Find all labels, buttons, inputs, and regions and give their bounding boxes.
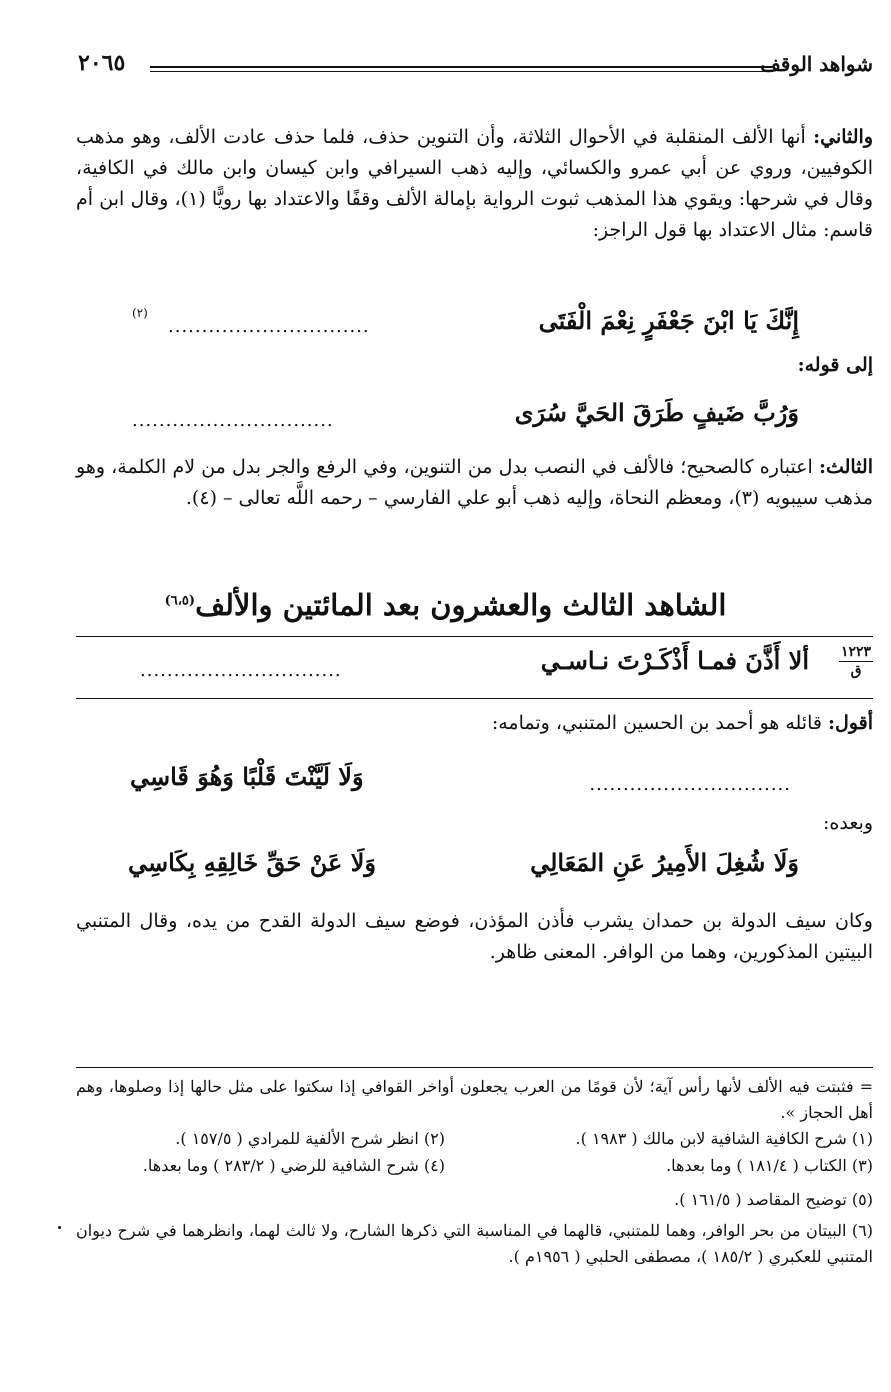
footnote-5: (٥) توضيح المقاصد ( ١٦١/٥ ). [674,1190,873,1209]
witness-rule [76,698,873,699]
commentary-text: قائله هو أحمد بن الحسين المتنبي، وتمامه: [491,712,828,734]
verse-ellipsis: .............................. [140,660,342,681]
paragraph-text: أنها الألف المنقلبة في الأحوال الثلاثة، وأن التنوين حذف، فلما حذف عادت الألف، وهو مذهب الكوفيين، وروي عن أبي عمرو والكسائي، وإليه ذهب السيرافي وابن كيسان وابن مالك في الكافية، وقال في شرحها: ويقوي هذا المذهب ثبوت الرواية بإمالة الألف وقفًا والاعتداد بها رويًّا (١)، وقال ابن أم قاسم: مثال الاعتداد بها قول الراجز: [76,126,873,241]
verse-line-d: وَلَا لَيَّنْتَ قَلْبًا وَهُوَ قَاسِي [130,762,364,791]
header-rule [150,66,773,72]
verse-ellipsis: .............................. [168,316,370,337]
witness-number-main: ١٢٢٣ [840,644,872,660]
footnote-2: (٢) انظر شرح الألفية للمرادي ( ١٥٧/٥ ). [175,1129,445,1148]
verse-line-a: إِنَّكَ يَا ابْنَ جَعْفَرٍ نِعْمَ الْفَتَى [538,306,799,335]
paragraph-label: والثاني: [813,126,873,148]
footnote-marker: (٢) [132,306,148,320]
verse-ellipsis: .............................. [132,410,334,431]
paragraph-second-view [76,122,873,246]
section-heading-text: الشاهد الثالث والعشرون بعد المائتين والألف [195,588,727,622]
transition-text: وبعده: [823,812,873,834]
commentary-line [492,712,873,734]
transition-text: إلى قوله: [797,354,873,376]
scan-speck [58,1226,61,1229]
witness-number [839,644,873,679]
paragraph-text: اعتباره كالصحيح؛ فالألف في النصب بدل من التنوين، وفي الرفع والجر بدل من لام الكلمة، وهو مذهب سيبويه (٣)، ومعظم النحاة، وإليه ذهب أبو علي الفارسي – رحمه اللَّه تعالى – (٤). [76,456,873,509]
commentary-label: أقول: [828,712,873,734]
paragraph-context: وكان سيف الدولة بن حمدان يشرب فأذن المؤذن، فوضع سيف الدولة القدح من يده، وقال المتنبي البيتين المذكورين، وهما من الوافر. المعنى ظاهر. [76,910,873,963]
witness-number-sub: ق [850,663,862,679]
section-heading [0,588,891,622]
footnote-6: (٦) البيتان من بحر الوافر، وهما للمتنبي، قالهما في المناسبة التي ذكرها الشارح، ولا ثالث لهما، وانظرهما في شرح ديوان المتنبي للعكبري ( ١٨٥/٢ )، مصطفى الحلبي ( ١٩٥٦م ). [76,1221,873,1266]
running-header-title: شواهد الوقف [760,52,873,76]
footnote-4: (٤) شرح الشافية للرضي ( ٢٨٣/٢ ) وما بعدها. [142,1156,445,1175]
footnote-continuation: = فثبتت فيه الألف لأنها رأس آية؛ لأن قومًا من العرب يجعلون أواخر القوافي إذا سكتوا على مثل حالها إذا وصلوها، وهم أهل الحجاز ». [76,1077,873,1122]
verse-hemistich-left: وَلَا عَنْ حَقِّ خَالِقِهِ بِكَاسِي [128,848,376,877]
footnote-marker: (٦،٥) [164,593,196,609]
paragraph-label: الثالث: [818,456,873,478]
witness-verse: ألا أَذَّنَ فمـا أَذْكَـرْتَ نـاسـي [540,646,809,675]
verse-hemistich-right: وَلَا شُغِلَ الأَمِيرُ عَنِ المَعَالِي [530,848,799,877]
verse-line-b: وَرُبَّ ضَيفٍ طَرَقَ الحَيَّ سُرَى [514,398,799,427]
paragraph-third-view [76,452,873,514]
heading-rule [76,636,873,637]
footnote-1: (١) شرح الكافية الشافية لابن مالك ( ١٩٨٣ ). [575,1129,873,1148]
footnote-3: (٣) الكتاب ( ١٨١/٤ ) وما بعدها. [666,1156,873,1175]
footnote-rule [76,1067,873,1068]
page-number: ٢٠٦٥ [78,50,126,76]
verse-ellipsis: .............................. [589,774,791,795]
witness-number-bar [839,661,873,662]
